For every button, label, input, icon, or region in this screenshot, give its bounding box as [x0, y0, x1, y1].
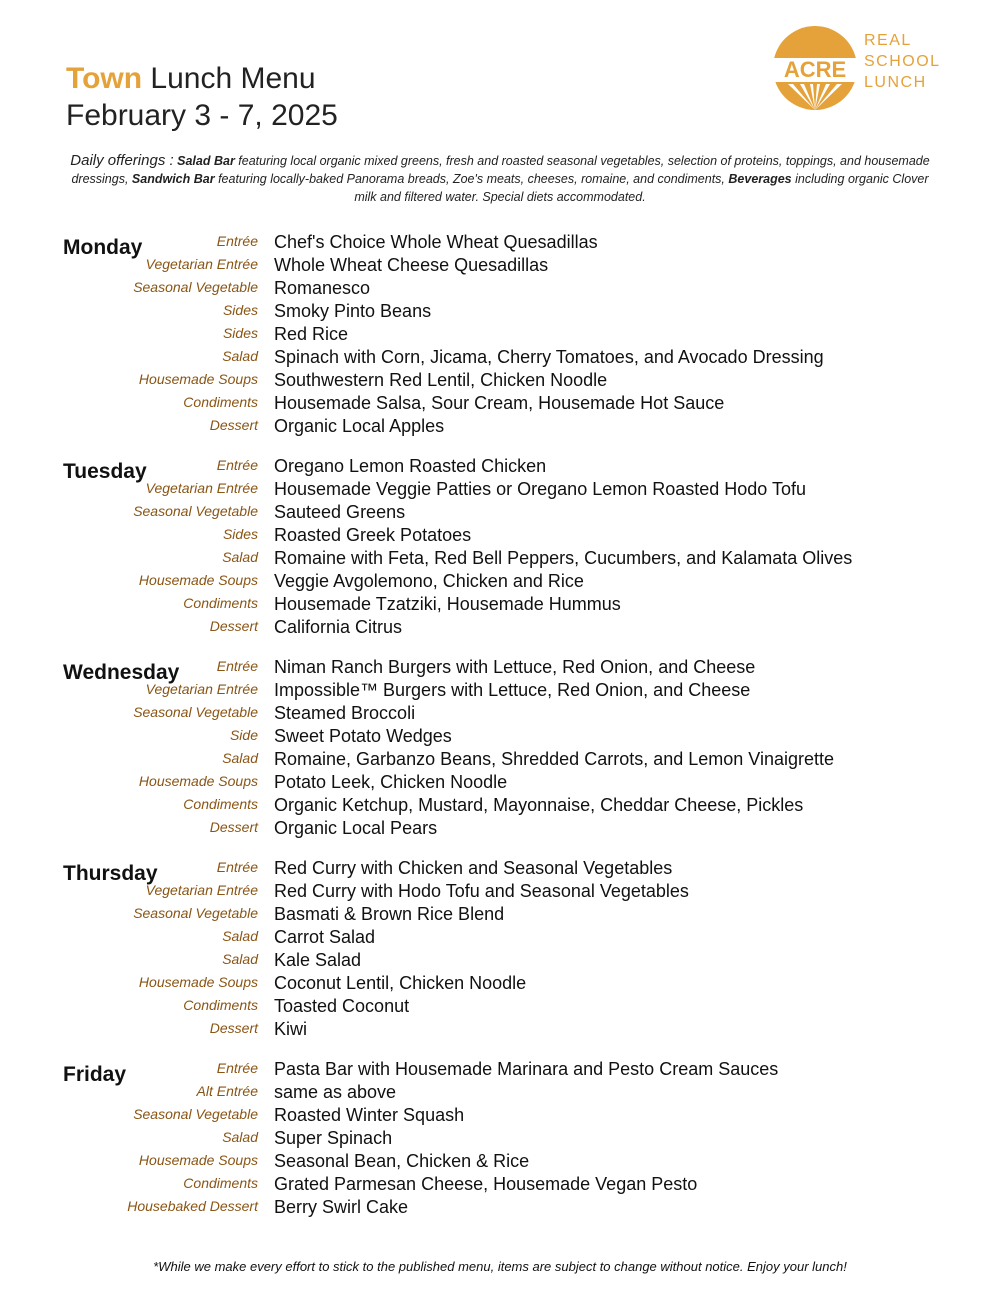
menu-item: Impossible™ Burgers with Lettuce, Red Onion, and Cheese [274, 680, 751, 700]
menu-category: Dessert [209, 819, 258, 835]
beverages-label: Beverages [728, 172, 792, 186]
menu-row [0, 370, 1000, 393]
menu-item: Potato Leek, Chicken Noodle [274, 772, 508, 792]
menu-row [0, 749, 1000, 772]
daily-offerings [70, 152, 930, 206]
logo-mark: ACRE [783, 57, 847, 82]
day-section [0, 232, 1000, 439]
menu-category: Entrée [216, 658, 258, 674]
menu-item: same as above [274, 1082, 397, 1102]
menu-item: Smoky Pinto Beans [274, 301, 432, 321]
menu-row [0, 479, 1000, 502]
menu-item: Spinach with Corn, Jicama, Cherry Tomatoes, and Avocado Dressing [274, 347, 824, 367]
menu-item: Housemade Veggie Patties or Oregano Lemon Roasted Hodo Tofu [274, 479, 807, 499]
menu-category: Seasonal Vegetable [133, 503, 258, 519]
menu-item: Romanesco [274, 278, 371, 298]
day-section [0, 456, 1000, 640]
salad-bar-text: featuring local organic mixed greens, fresh and roasted seasonal vegetables, selection of proteins, toppings, and housemade dressings, [71, 154, 930, 186]
menu-row [0, 617, 1000, 640]
menu-item: Coconut Lentil, Chicken Noodle [274, 973, 527, 993]
menu-item: Super Spinach [274, 1128, 393, 1148]
logo-line-1: REAL [864, 32, 912, 49]
menu-item: Roasted Greek Potatoes [274, 525, 472, 545]
menu-category: Seasonal Vegetable [133, 905, 258, 921]
menu-row [0, 881, 1000, 904]
menu-row [0, 927, 1000, 950]
menu-item: Romaine with Feta, Red Bell Peppers, Cucumbers, and Kalamata Olives [274, 548, 853, 568]
menu-category: Seasonal Vegetable [133, 279, 258, 295]
menu-category: Vegetarian Entrée [145, 882, 258, 898]
menu-item: Chef's Choice Whole Wheat Quesadillas [274, 232, 598, 252]
menu-row [0, 594, 1000, 617]
menu-item: Roasted Winter Squash [274, 1105, 465, 1125]
menu-row [0, 1105, 1000, 1128]
menu-item: Niman Ranch Burgers with Lettuce, Red Onion, and Cheese [274, 657, 756, 677]
menu-item: Whole Wheat Cheese Quesadillas [274, 255, 549, 275]
menu-category: Condiments [183, 595, 258, 611]
day-name: Thursday [63, 862, 158, 885]
menu-category: Entrée [216, 1060, 258, 1076]
menu-category: Condiments [183, 997, 258, 1013]
logo-line-2: SCHOOL [864, 53, 941, 70]
menu-item: Sauteed Greens [274, 502, 406, 522]
menu-category: Dessert [209, 618, 258, 634]
menu-item: Housemade Tzatziki, Housemade Hummus [274, 594, 621, 614]
menu-category: Housemade Soups [138, 572, 258, 588]
menu-item: Carrot Salad [274, 927, 376, 947]
day-section [0, 657, 1000, 841]
menu-item: California Citrus [274, 617, 403, 637]
menu-category: Condiments [183, 1175, 258, 1191]
menu-row [0, 232, 1000, 255]
menu-category: Housebaked Dessert [127, 1198, 258, 1214]
menu-category: Sides [222, 325, 258, 341]
menu-category: Salad [222, 549, 258, 565]
menu-category: Housemade Soups [138, 773, 258, 789]
menu-item: Basmati & Brown Rice Blend [274, 904, 505, 924]
menu-item: Berry Swirl Cake [274, 1197, 409, 1217]
menu-item: Steamed Broccoli [274, 703, 416, 723]
menu-row [0, 324, 1000, 347]
menu-row [0, 1128, 1000, 1151]
footer-note: *While we make every effort to stick to the published menu, items are subject to change without notice. Enjoy your lunch! [153, 1259, 847, 1274]
menu-row [0, 571, 1000, 594]
menu-category: Dessert [209, 417, 258, 433]
day-section [0, 858, 1000, 1042]
menu-item: Sweet Potato Wedges [274, 726, 452, 746]
menu-item: Red Rice [274, 324, 349, 344]
menu-category: Condiments [183, 796, 258, 812]
menu-item: Organic Local Apples [274, 416, 445, 436]
menu-category: Salad [222, 928, 258, 944]
menu-row [0, 255, 1000, 278]
menu-dates: February 3 - 7, 2025 [66, 99, 338, 132]
menu-item: Veggie Avgolemono, Chicken and Rice [274, 571, 584, 591]
day-section [0, 1059, 1000, 1220]
menu-item: Organic Ketchup, Mustard, Mayonnaise, Cheddar Cheese, Pickles [274, 795, 804, 815]
menu-row [0, 703, 1000, 726]
menu-row [0, 347, 1000, 370]
offerings-label: Daily offerings : [70, 152, 174, 169]
menu-category: Salad [222, 348, 258, 364]
menu-category: Seasonal Vegetable [133, 1106, 258, 1122]
menu-category: Vegetarian Entrée [145, 480, 258, 496]
title-text: Lunch Menu [142, 62, 316, 95]
menu-row [0, 1151, 1000, 1174]
menu-category: Side [229, 727, 258, 743]
menu-row [0, 973, 1000, 996]
menu-item: Red Curry with Hodo Tofu and Seasonal Vegetables [274, 881, 689, 901]
menu-row [0, 818, 1000, 841]
menu-item: Seasonal Bean, Chicken & Rice [274, 1151, 530, 1171]
menu-item: Kiwi [274, 1019, 308, 1039]
menu-row [0, 795, 1000, 818]
town-label: Town [66, 62, 143, 95]
menu-item: Red Curry with Chicken and Seasonal Vegetables [274, 858, 673, 878]
menu-row [0, 680, 1000, 703]
menu-row [0, 904, 1000, 927]
menu-category: Salad [222, 1129, 258, 1145]
day-name: Friday [63, 1063, 127, 1086]
menu-category: Vegetarian Entrée [145, 681, 258, 697]
menu-row [0, 416, 1000, 439]
menu-category: Condiments [183, 394, 258, 410]
sandwich-bar-label: Sandwich Bar [131, 172, 215, 186]
menu-category: Entrée [216, 859, 258, 875]
menu-category: Salad [222, 951, 258, 967]
menu-category: Seasonal Vegetable [133, 704, 258, 720]
menu-item: Toasted Coconut [274, 996, 410, 1016]
menu-row [0, 950, 1000, 973]
logo-line-3: LUNCH [864, 74, 927, 91]
menu-category: Entrée [216, 457, 258, 473]
menu-row [0, 525, 1000, 548]
menu-row [0, 393, 1000, 416]
menu-category: Housemade Soups [138, 371, 258, 387]
menu-row [0, 1019, 1000, 1042]
menu-row [0, 657, 1000, 680]
menu-category: Entrée [216, 233, 258, 249]
acre-sun-icon [770, 24, 860, 112]
menu-row [0, 996, 1000, 1019]
menu-item: Organic Local Pears [274, 818, 438, 838]
menu-item: Housemade Salsa, Sour Cream, Housemade Hot Sauce [274, 393, 725, 413]
menu-category: Housemade Soups [138, 1152, 258, 1168]
menu-row [0, 726, 1000, 749]
menu-category: Dessert [209, 1020, 258, 1036]
acre-logo [770, 24, 960, 112]
menu-category: Housemade Soups [138, 974, 258, 990]
menu-item: Southwestern Red Lentil, Chicken Noodle [274, 370, 608, 390]
day-name: Wednesday [63, 661, 180, 684]
menu-category: Sides [222, 302, 258, 318]
menu-row [0, 301, 1000, 324]
menu-row [0, 1197, 1000, 1220]
page-title [66, 62, 316, 96]
menu-row [0, 548, 1000, 571]
menu-category: Alt Entrée [196, 1083, 258, 1099]
menu-row [0, 1059, 1000, 1082]
menu-item: Grated Parmesan Cheese, Housemade Vegan Pesto [274, 1174, 698, 1194]
menu-row [0, 1082, 1000, 1105]
menu-row [0, 456, 1000, 479]
beverages-text: including organic Clover milk and filtered water. Special diets accommodated. [354, 172, 929, 204]
menu-row [0, 772, 1000, 795]
menu-item: Romaine, Garbanzo Beans, Shredded Carrots, and Lemon Vinaigrette [274, 749, 835, 769]
menu-category: Sides [222, 526, 258, 542]
menu-category: Vegetarian Entrée [145, 256, 258, 272]
salad-bar-label: Salad Bar [177, 154, 235, 168]
menu-row [0, 858, 1000, 881]
menu-category: Salad [222, 750, 258, 766]
menu-row [0, 278, 1000, 301]
menu-item: Oregano Lemon Roasted Chicken [274, 456, 547, 476]
sandwich-bar-text: featuring locally-baked Panorama breads, Zoe's meats, cheeses, romaine, and condiments, [218, 172, 725, 186]
menu-row [0, 1174, 1000, 1197]
day-name: Monday [63, 236, 143, 259]
menu-row [0, 502, 1000, 525]
menu-item: Kale Salad [274, 950, 362, 970]
menu-item: Pasta Bar with Housemade Marinara and Pesto Cream Sauces [274, 1059, 779, 1079]
day-name: Tuesday [63, 460, 147, 483]
logo-words [864, 30, 941, 93]
